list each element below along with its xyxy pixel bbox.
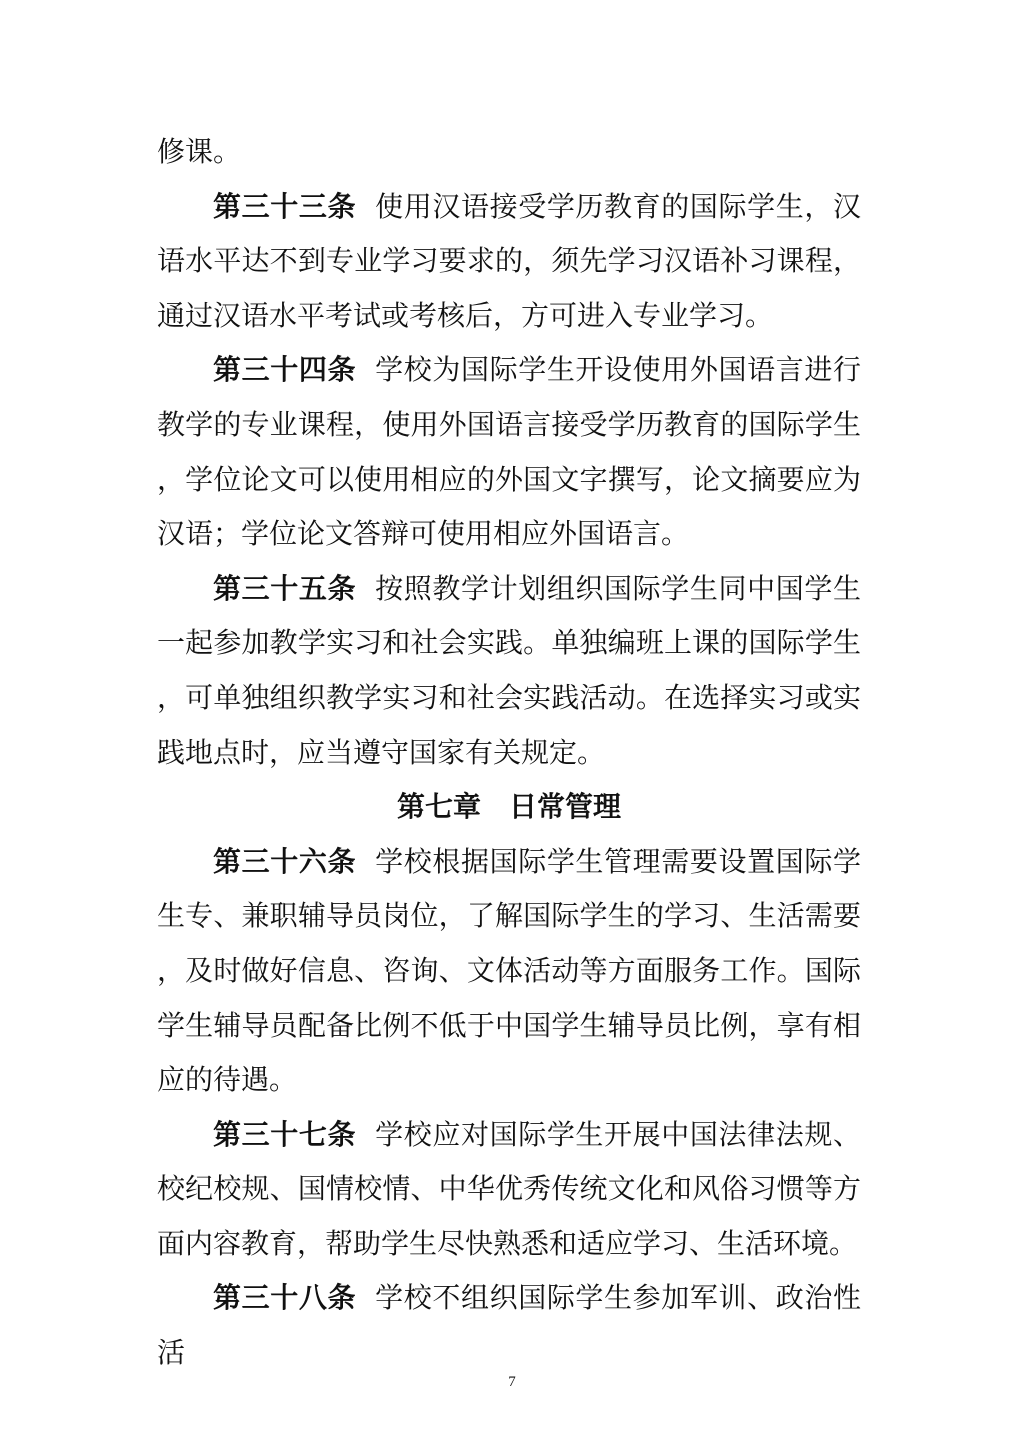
article-label: 第三十七条: [213, 1117, 357, 1151]
article-text: 学校应对国际学生开展中国法律法规、校纪校规、国情校情、中华优秀传统文化和风俗习惯等方面内容教育，帮助学生尽快熟悉和适应学习、生活环境。: [157, 1117, 861, 1260]
article-text: 学校不组织国际学生参加军训、政治性活: [157, 1281, 861, 1370]
article-label: 第三十六条: [213, 844, 357, 878]
page-number: 7: [508, 1374, 516, 1390]
article-label: 第三十三条: [213, 189, 357, 223]
chapter-heading: 第七章 日常管理: [396, 790, 621, 824]
article-label: 第三十四条: [213, 353, 357, 387]
article-36: [157, 835, 861, 1108]
article-text: 使用汉语接受学历教育的国际学生，汉语水平达不到专业学习要求的，须先学习汉语补习课程，通过汉语水平考试或考核后，方可进入专业学习。: [157, 189, 861, 332]
article-38: [157, 1271, 861, 1380]
article-33: [157, 180, 861, 344]
article-text: 学校为国际学生开设使用外国语言进行教学的专业课程，使用外国语言接受学历教育的国际学生，学位论文可以使用相应的外国文字撰写，论文摘要应为汉语；学位论文答辩可使用相应外国语言。: [157, 353, 861, 551]
article-35: [157, 562, 861, 780]
article-37: [157, 1108, 861, 1272]
document-body: [157, 125, 861, 1381]
article-label: 第三十八条: [213, 1281, 357, 1315]
continued-paragraph: 修课。: [157, 135, 242, 168]
article-text: 学校根据国际学生管理需要设置国际学生专、兼职辅导员岗位，了解国际学生的学习、生活需要，及时做好信息、咨询、文体活动等方面服务工作。国际学生辅导员配备比例不低于中国学生辅导员比例，享有相应的待遇。: [157, 844, 861, 1097]
article-34: [157, 343, 861, 561]
article-text: 按照教学计划组织国际学生同中国学生一起参加教学实习和社会实践。单独编班上课的国际学生，可单独组织教学实习和社会实践活动。在选择实习或实践地点时，应当遵守国家有关规定。: [157, 571, 861, 769]
article-label: 第三十五条: [213, 571, 357, 605]
